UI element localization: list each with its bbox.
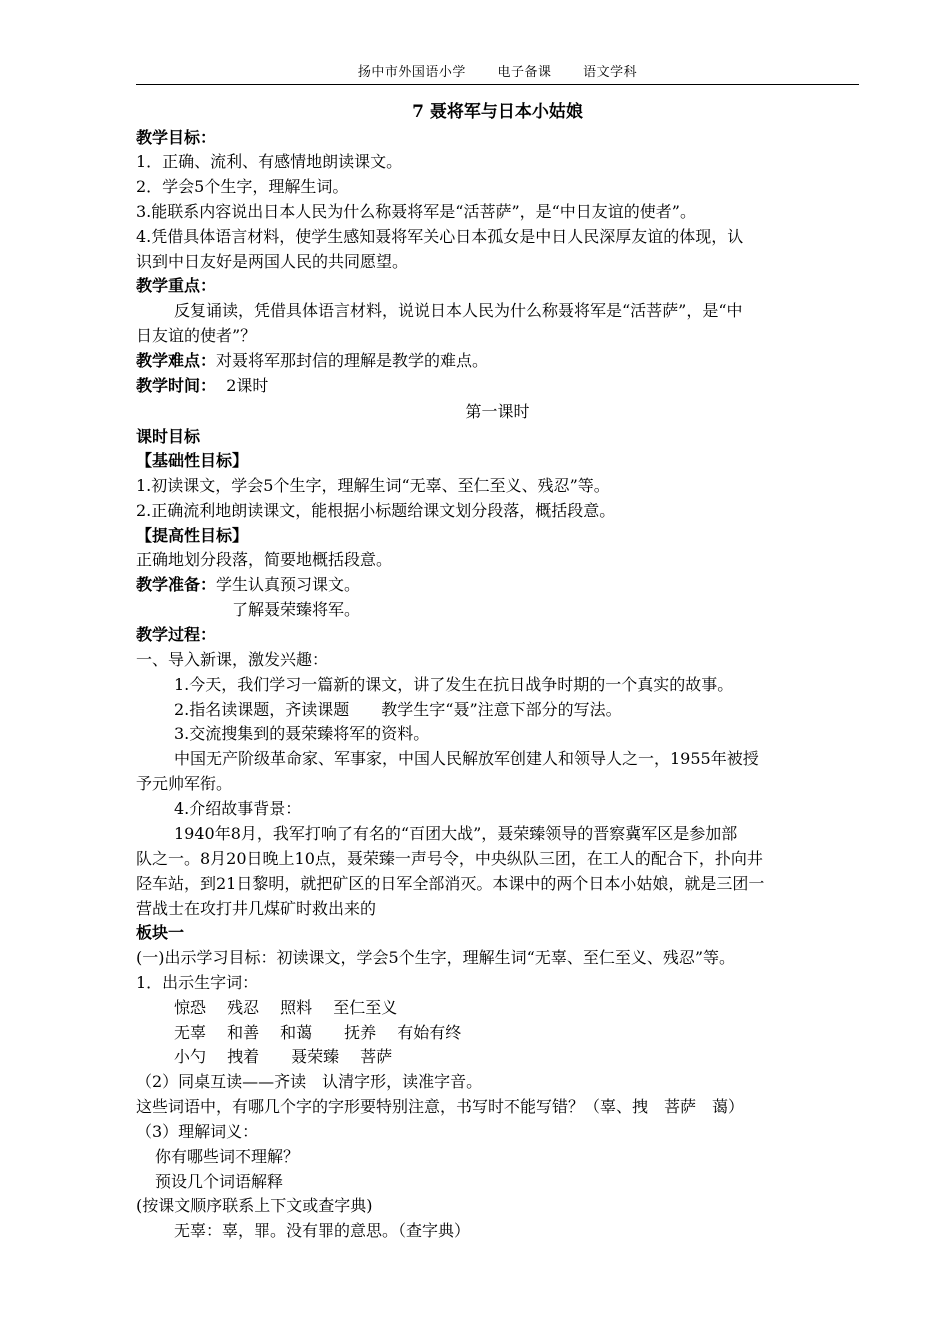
prep-row	[136, 573, 859, 597]
bio-line: 予元帅军衔。	[136, 774, 233, 793]
header-subject: 语文学科	[583, 65, 638, 80]
basic-goal-item: 2.正确流利地朗读课文，能根据小标题给课文划分段落，概括段意。	[136, 501, 616, 520]
objective-item: 识到中日友好是两国人民的共同愿望。	[136, 252, 409, 271]
background-line: 队之一。8月20日晚上10点，聂荣臻一声号令，中央纵队三团，在工人的配合下，扑向井	[136, 849, 763, 868]
step2-question: 这些词语中，有哪几个字的字形要特别注意，书写时不能写错？（辜、拽 菩萨 蔼）	[136, 1097, 745, 1116]
word-row: 惊恐 残忍 照料 至仁至义	[174, 998, 398, 1017]
intro-item: 3.交流搜集到的聂荣臻将军的资料。	[174, 724, 430, 743]
prep-item: 了解聂荣臻将军。	[232, 600, 361, 619]
header-divider	[136, 84, 859, 85]
basic-goals-heading: 【基础性目标】	[136, 451, 249, 470]
process-heading: 教学过程：	[136, 625, 217, 644]
lesson1-title: 第一课时	[465, 402, 530, 421]
objective-item: 3.能联系内容说出日本人民为什么称聂将军是“活菩萨”，是“中日友谊的使者”。	[136, 202, 696, 221]
intro-heading: 一、导入新课，激发兴趣：	[136, 650, 329, 669]
key-points-line: 反复诵读，凭借具体语言材料，说说日本人民为什么称聂将军是“活菩萨”，是“中	[174, 301, 743, 320]
lesson-goals-heading: 课时目标	[136, 427, 201, 446]
difficulty-row	[136, 349, 859, 373]
advanced-goal-text: 正确地划分段落，简要地概括段意。	[136, 550, 393, 569]
step2: （2）同桌互读——齐读 认清字形，读准字音。	[136, 1072, 483, 1091]
step3: （3）理解词义：	[136, 1122, 259, 1141]
prep-heading: 教学准备：	[136, 575, 217, 594]
time-row	[136, 374, 859, 398]
background-line: 营战士在攻打井几煤矿时救出来的	[136, 899, 377, 918]
words-heading: 1．出示生字词：	[136, 973, 259, 992]
word-row: 无辜 和善 和蔼 抚养 有始有终	[174, 1023, 462, 1042]
header-school: 扬中市外国语小学	[357, 65, 466, 80]
block-goal: (一)出示学习目标：初读课文，学会5个生字，理解生词“无辜、至仁至义、残忍”等。	[136, 948, 736, 967]
objectives-heading: 教学目标：	[136, 128, 217, 147]
background-heading: 4.介绍故事背景：	[174, 799, 302, 818]
background-line: 1940年8月，我军打响了有名的“百团大战”，聂荣臻领导的晋察冀军区是参加部	[174, 824, 738, 843]
intro-item: 1.今天，我们学习一篇新的课文，讲了发生在抗日战争时期的一个真实的故事。	[174, 675, 734, 694]
step3-example: 无辜：辜，罪。没有罪的意思。（查字典）	[174, 1221, 471, 1240]
page-header	[136, 64, 859, 82]
objective-item: 4.凭借具体语言材料，使学生感知聂将军关心日本孤女是中日人民深厚友谊的体现，认	[136, 227, 744, 246]
advanced-goals-heading: 【提高性目标】	[136, 526, 249, 545]
lesson-title: 7 聂将军与日本小姑娘	[412, 102, 583, 122]
intro-item: 2.指名读课题，齐读课题 教学生字“聂”注意下部分的写法。	[174, 700, 622, 719]
step3-preset: 预设几个词语解释	[155, 1172, 284, 1191]
difficulty-heading: 教学难点：	[136, 351, 217, 370]
word-row: 小勺 拽着 聂荣臻 菩萨	[174, 1047, 393, 1066]
block-heading: 板块一	[136, 923, 185, 942]
objective-item: 2．学会5个生字，理解生词。	[136, 177, 349, 196]
header-type: 电子备课	[497, 65, 552, 80]
key-points-heading: 教学重点：	[136, 276, 217, 295]
bio-line: 中国无产阶级革命家、军事家，中国人民解放军创建人和领导人之一，1955年被授	[174, 749, 759, 768]
objective-item: 1．正确、流利、有感情地朗读课文。	[136, 152, 403, 171]
basic-goal-item: 1.初读课文，学会5个生字，理解生词“无辜、至仁至义、残忍”等。	[136, 476, 610, 495]
prep-item: 学生认真预习课文。	[216, 575, 361, 594]
time-heading: 教学时间：	[136, 376, 217, 395]
step3-question: 你有哪些词不理解？	[155, 1147, 300, 1166]
difficulty-text: 对聂将军那封信的理解是教学的难点。	[216, 351, 489, 370]
time-text: 2课时	[226, 376, 269, 395]
key-points-line: 日友谊的使者”？	[136, 326, 257, 345]
background-line: 陉车站，到21日黎明，就把矿区的日军全部消灭。本课中的两个日本小姑娘，就是三团一	[136, 874, 765, 893]
step3-method: (按课文顺序联系上下文或查字典)	[136, 1196, 373, 1215]
